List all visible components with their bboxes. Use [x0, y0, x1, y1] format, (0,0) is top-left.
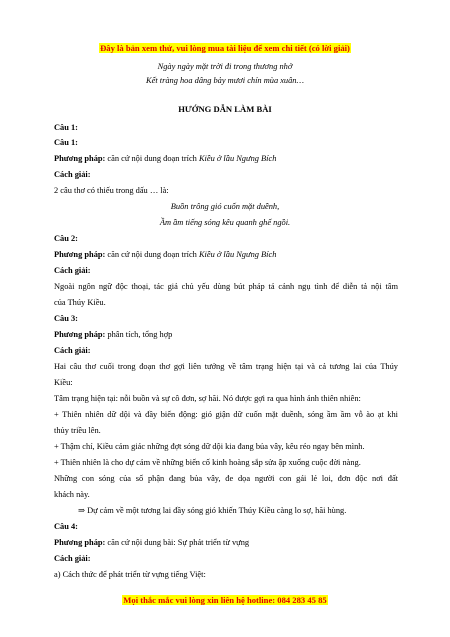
question-1-method	[54, 153, 398, 164]
question-3-answer-line-7: + Thiên nhiên là cho dự cảm về những biến cố kinh hoàng sắp sửa ập xuống cuộc đời nàng.	[54, 458, 361, 467]
question-3-answer-line-5: thủy triều lên.	[54, 426, 101, 435]
question-3-answer-line-3: Tâm trạng hiện tại: nỗi buồn và sự cô đơn, sợ hãi. Nó được gợi ra qua hình ảnh thiên nhiên:	[54, 394, 361, 403]
method-work-title: Kiều ở lầu Ngưng Bích	[198, 250, 277, 259]
hotline-banner	[40, 595, 410, 606]
question-4-label	[54, 521, 398, 532]
question-3-solution-label	[54, 345, 398, 356]
method-label: Phương pháp:	[54, 154, 106, 163]
question-4-solution-label	[54, 553, 398, 564]
question-4-label-text: Câu 4:	[54, 522, 78, 531]
question-2-label-text: Câu 2:	[54, 234, 78, 243]
question-3-method	[54, 329, 398, 340]
epigraph-line-1: Ngày ngày mặt trời đi trong thương nhớ	[157, 62, 293, 71]
question-1-solution-label	[54, 169, 398, 180]
question-3-answer-line-2: Kiều:	[54, 378, 73, 387]
question-1-verse-2: Ầm ầm tiếng sóng kêu quanh ghế ngồi.	[159, 218, 291, 227]
question-1-label-repeat-text: Câu 1:	[54, 138, 78, 147]
question-2-solution-label	[54, 265, 398, 276]
question-2-answer-line-1: Ngoài ngôn ngữ độc thoại, tác giả chủ yếu dùng bút pháp tả cảnh ngụ tình để diễn tả nội tâm	[54, 282, 398, 291]
question-3-answer-line-6: + Thậm chí, Kiều cảm giác những đợt sóng dữ dội kia đang bủa vây, kêu réo ngay bên mình.	[54, 442, 365, 451]
epigraph-line-2: Kết tràng hoa dâng bảy mươi chín mùa xuân…	[146, 76, 304, 85]
preview-notice-banner	[40, 43, 410, 54]
question-3-label-text: Câu 3:	[54, 314, 78, 323]
page-heading: HƯỚNG DẪN LÀM BÀI	[178, 104, 272, 114]
question-3-answer-line-1: Hai câu thơ cuối trong đoạn thơ gợi liên tưởng về tâm trạng hiện tại và cả tương lai của Thúy	[54, 362, 398, 371]
method-label: Phương pháp:	[54, 538, 106, 547]
question-1-verse-1: Buồn trông gió cuốn mặt duềnh,	[170, 202, 280, 211]
question-2-label	[54, 233, 398, 244]
solution-label: Cách giải:	[54, 170, 91, 179]
preview-notice-text: Đây là bản xem thử, vui lòng mua tài liệu để xem chi tiết (có lời giải)	[100, 43, 350, 53]
question-3-answer-line-9: khách này.	[54, 490, 90, 499]
method-label: Phương pháp:	[54, 330, 106, 339]
method-text: căn cứ nội dung đoạn trích	[105, 154, 199, 163]
question-4-method	[54, 537, 398, 548]
solution-label: Cách giải:	[54, 554, 91, 563]
question-4-answer-line-1: a) Cách thức để phát triển từ vựng tiếng Việt:	[54, 570, 206, 579]
question-3-answer-line-4: + Thiên nhiên dữ dội và đầy biến động: gió giận dữ cuốn mặt duềnh, sóng ầm ầm vỗ ào ạt khi	[54, 410, 398, 419]
solution-label: Cách giải:	[54, 266, 91, 275]
method-label: Phương pháp:	[54, 250, 106, 259]
question-2-answer-line-2: của Thúy Kiều.	[54, 298, 106, 307]
method-work-title: Kiều ở lầu Ngưng Bích	[198, 154, 277, 163]
question-3-answer-line-8: Những con sóng của số phận đang bủa vây, đe dọa người con gái lẻ loi, đơn độc nơi đất	[54, 474, 398, 483]
question-2-method	[54, 249, 398, 260]
question-3-label	[54, 313, 398, 324]
method-text: phân tích, tổng hợp	[105, 330, 173, 339]
question-1-answer-intro: 2 câu thơ có thiếu trong dấu … là:	[54, 186, 169, 195]
method-text: căn cứ nội dung bài: Sự phát triển từ vựng	[105, 538, 250, 547]
hotline-text: Mọi thắc mắc vui lòng xin liên hệ hotline: 084 283 45 85	[123, 595, 327, 605]
question-1-label-text: Câu 1:	[54, 123, 78, 132]
question-1-label-repeat	[54, 137, 398, 148]
question-3-conclusion: ⇒ Dự cảm về một tương lai đầy sóng gió khiến Thúy Kiều càng lo sợ, hãi hùng.	[78, 506, 347, 515]
question-1-label	[54, 122, 398, 133]
method-text: căn cứ nội dung đoạn trích	[105, 250, 199, 259]
solution-label: Cách giải:	[54, 346, 91, 355]
